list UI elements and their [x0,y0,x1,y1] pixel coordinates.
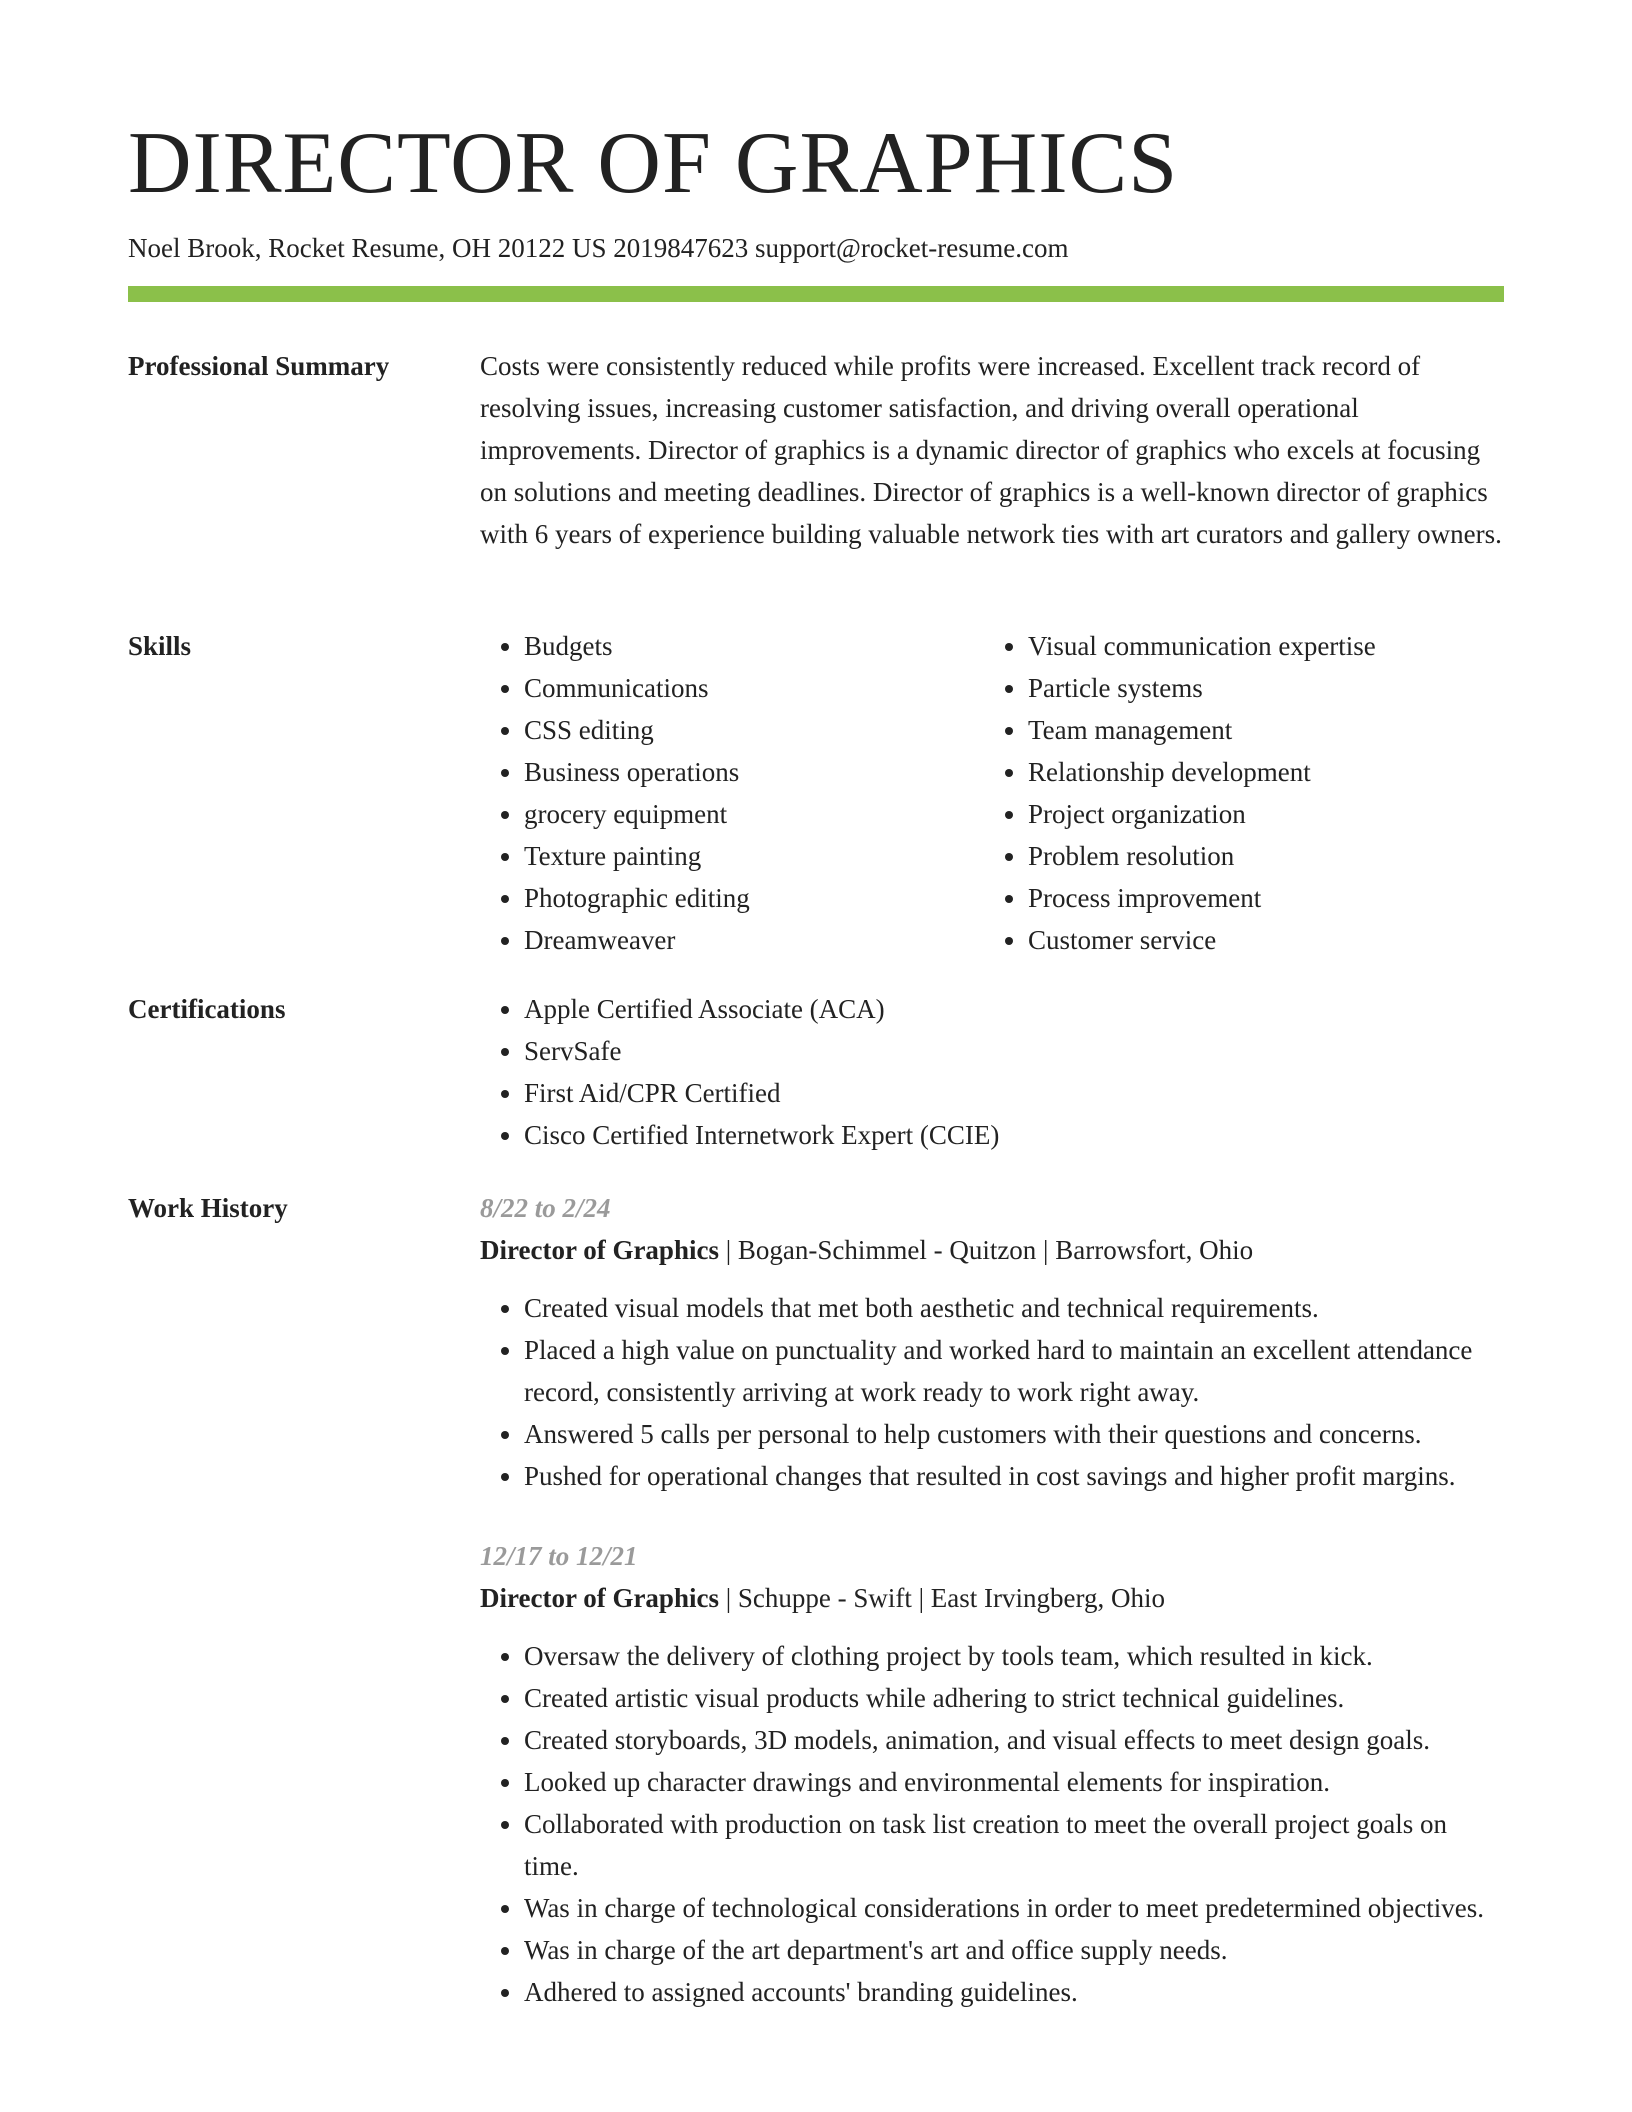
job-bullet: • Was in charge of technological considerations in order to meet predetermined objectives. [524,1887,1504,1929]
skill-item: • Team management [1028,709,1532,751]
job-dates: 8/22 to 2/24 [480,1193,611,1223]
certification-item: • Cisco Certified Internetwork Expert (CCIE) [524,1114,1504,1156]
section-label-work-history: Work History [128,1193,288,1223]
job-title: Director of Graphics [480,1235,719,1265]
section-label-professional-summary: Professional Summary [128,351,390,381]
contact-line: Noel Brook, Rocket Resume, OH 20122 US 2019847623 support@rocket-resume.com [128,233,1069,263]
header-divider [128,286,1504,302]
skill-item: • Project organization [1028,793,1532,835]
certifications-section [128,988,1504,1156]
job-bullet: • Adhered to assigned accounts' branding guidelines. [524,1971,1504,2013]
work-history-body [480,1187,1504,2013]
resume-title: DIRECTOR OF GRAPHICS [128,115,1179,212]
job-entry [480,1187,1504,1497]
job-bullet: • Created artistic visual products while adhering to strict technical guidelines. [524,1677,1504,1719]
skill-item: • Budgets [524,625,984,667]
summary-body [480,345,1504,555]
skills-list-right [984,625,1532,961]
certification-item: • ServSafe [524,1030,1504,1072]
skill-item: • Business operations [524,751,984,793]
job-dates: 12/17 to 12/21 [480,1541,638,1571]
job-bullet: • Was in charge of the art department's art and office supply needs. [524,1929,1504,1971]
skill-item: • Particle systems [1028,667,1532,709]
certification-item: • First Aid/CPR Certified [524,1072,1504,1114]
certifications-list [480,988,1504,1156]
section-label-certifications: Certifications [128,994,286,1024]
job-bullet: • Answered 5 calls per personal to help customers with their questions and concerns. [524,1413,1504,1455]
skill-item: • Communications [524,667,984,709]
skill-item: • Photographic editing [524,877,984,919]
skills-body [480,625,1532,961]
skill-item: • Customer service [1028,919,1532,961]
skill-item: • Problem resolution [1028,835,1532,877]
job-company-location: | Bogan-Schimmel - Quitzon | Barrowsfort, Ohio [718,1235,1254,1265]
job-bullet: • Created storyboards, 3D models, animation, and visual effects to meet design goals. [524,1719,1504,1761]
job-bullets [480,1287,1504,1497]
skill-item: • CSS editing [524,709,984,751]
job-bullet: • Pushed for operational changes that resulted in cost savings and higher profit margins. [524,1455,1504,1497]
skill-item: • Process improvement [1028,877,1532,919]
section-label-skills: Skills [128,631,192,661]
certifications-body [480,988,1504,1156]
job-header [480,1229,1504,1271]
job-bullet: • Oversaw the delivery of clothing project by tools team, which resulted in kick. [524,1635,1504,1677]
skills-list-left [480,625,984,961]
skill-item: • Relationship development [1028,751,1532,793]
skill-item: • Texture painting [524,835,984,877]
skill-item: • grocery equipment [524,793,984,835]
job-bullet: • Looked up character drawings and environmental elements for inspiration. [524,1761,1504,1803]
job-header [480,1577,1504,1619]
skills-section [128,625,1504,961]
job-entry [480,1535,1504,2013]
summary-text: Costs were consistently reduced while profits were increased. Excellent track record of resolving issues, increasing customer satisfaction, and driving overall operational improvements. Director of graphics is a dynamic director of graphics who excels at focusing on solutions and meeting deadlines. Director of graphics is a well-known director of graphics with 6 years of experience building valuable network ties with art curators and gallery owners. [480,351,1502,549]
job-bullet: • Created visual models that met both aesthetic and technical requirements. [524,1287,1504,1329]
job-bullet: • Placed a high value on punctuality and worked hard to maintain an excellent attendance record, consistently arriving at work ready to work right away. [524,1329,1504,1413]
work-history-section [128,1187,1504,2013]
job-company-location: | Schuppe - Swift | East Irvingberg, Ohio [718,1583,1165,1613]
skill-item: • Dreamweaver [524,919,984,961]
skill-item: • Visual communication expertise [1028,625,1532,667]
job-bullet: • Collaborated with production on task list creation to meet the overall project goals on time. [524,1803,1504,1887]
job-title: Director of Graphics [480,1583,719,1613]
job-bullets [480,1635,1504,2013]
certification-item: • Apple Certified Associate (ACA) [524,988,1504,1030]
professional-summary-section [128,345,1504,555]
